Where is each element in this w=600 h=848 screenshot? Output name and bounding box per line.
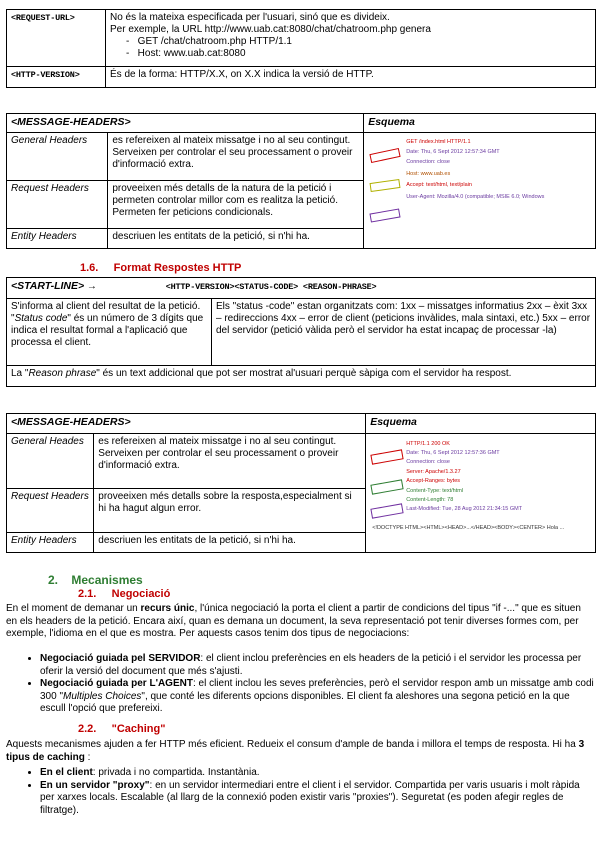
schema-title: Esquema (366, 414, 596, 434)
entity-headers-desc: descriuen les entitats de la petició, si n'hi ha. (94, 533, 366, 553)
request-headers-desc: proveeixen més detalls sobre la resposta,especialment si hi ha hagut algun error. (94, 488, 366, 532)
section-2-2-heading: 2.2. "Caching" (78, 723, 166, 735)
schema-line: Connection: close (406, 459, 450, 465)
schema-bracket-3 (371, 503, 404, 518)
schema-bracket-3 (370, 208, 401, 222)
request-headers-desc: proveeixen més detalls de la natura de la petició i permeten controlar millor com es realitza la petició. Permeten fer peticions condicionals. (108, 180, 364, 228)
schema-line: Date: Thu, 6 Sept 2012 12:57:34 GMT (406, 149, 500, 155)
caching-paragraph: Aquests mecanismes ajuden a fer HTTP més eficient. Redueix el consum d'ample de banda i millora el temps de resposta. Hi ha 3 tipus de caching : (6, 739, 585, 763)
schema-title: Esquema (364, 114, 596, 133)
entity-headers-label: Entity Headers (7, 533, 94, 553)
http-version-label: <HTTP-VERSION> (7, 67, 106, 88)
message-headers-title: <MESSAGE-HEADERS> (7, 414, 366, 434)
entity-headers-label: Entity Headers (7, 228, 108, 249)
schema-line: HTTP/1.1 200 OK (406, 441, 450, 447)
request-headers-label: Request Headers (7, 180, 108, 228)
message-headers-title: <MESSAGE-HEADERS> (7, 114, 364, 133)
start-line-header: <START-LINE> → <HTTP-VERSION><STATUS-CODE> <REASON-PHRASE> (7, 278, 596, 299)
request-url-item-1: - GET /chat/chatroom.php HTTP/1.1 (126, 36, 292, 47)
start-line-table (6, 277, 596, 387)
list-item: • En el client: privada i no compartida. Instantània. (40, 767, 594, 780)
schema-line: <!DOCTYPE HTML><HTML><HEAD>...</HEAD><BODY><CENTER> Hola ... (372, 525, 565, 531)
schema-bracket-1 (371, 449, 404, 464)
section-2-heading: 2. Mecanismes (48, 573, 143, 587)
message-headers-table-1 (6, 113, 596, 249)
http-version-text: És de la forma: HTTP/X.X, on X.X indica la versió de HTTP. (106, 67, 596, 88)
negociacio-paragraph: En el moment de demanar un recurs únic, l'única negociació la porta el client a partir de condicions del tipus "if -..." que es situen en els headers de la petició. Encara així, quan es demana un document, la seva representació pot tenir diverses formes com, per exemple, l'idioma en el que es mostra. Per aquests casos tenim dos tipus de negociacions: (6, 603, 581, 639)
request-headers-label: Request Headers (7, 488, 94, 532)
schema-line: Last-Modified: Tue, 28 Aug 2012 21:34:15 GMT (406, 506, 523, 512)
request-url-item-2: - Host: www.uab.cat:8080 (126, 48, 246, 59)
schema-request (364, 133, 596, 249)
schema-response (366, 434, 596, 553)
schema-bracket-2 (370, 179, 401, 192)
schema-bracket-1 (370, 148, 401, 163)
section-1-6-heading: 1.6. Format Respostes HTTP (80, 262, 242, 274)
schema-line: Content-Length: 78 (406, 497, 454, 503)
request-url-label: <REQUEST-URL> (7, 10, 106, 67)
schema-line: Accept-Ranges: bytes (406, 478, 461, 484)
schema-line: Accept: text/html, text/plain (406, 182, 472, 188)
caching-list (6, 767, 594, 817)
section-2-1-heading: 2.1. Negociació (78, 588, 171, 600)
schema-line: Content-Type: text/html (406, 488, 464, 494)
list-item: • Negociació guiada pel SERVIDOR: el client inclou preferències en els headers de la petició i el servidor les processa per oferir la versió del document que més s'ajusti. (40, 653, 594, 678)
request-url-text2: Per exemple, la URL http://www.uab.cat:8080/chat/chatroom.php genera (110, 24, 431, 35)
list-item: • Negociació guiada per L'AGENT: el client inclou les seves preferències, però el servidor respon amb un missatge amb codi 300 "Multiples Choices", que conté les diferents opcions disponibles. El client fa aleshores una segona petició en la que escull l'opció que prefereixi. (40, 678, 594, 716)
general-headers-label: General Headers (7, 133, 108, 181)
start-line-format: <HTTP-VERSION><STATUS-CODE> <REASON-PHRASE> (165, 282, 377, 292)
schema-line: User-Agent: Mozilla/4.0 (compatible; MSIE 6.0; Windows (406, 194, 545, 200)
schema-bracket-2 (371, 479, 404, 494)
request-url-text1: No és la mateixa especificada per l'usuari, sinó que es divideix. (110, 12, 390, 23)
schema-line: Date: Thu, 6 Sept 2012 12:57:36 GMT (406, 450, 500, 456)
general-headers-label: General Heades (7, 434, 94, 489)
request-table (6, 9, 596, 88)
schema-line: Host: www.uab.es (406, 171, 451, 177)
entity-headers-desc: descriuen les entitats de la petició, si n'hi ha. (108, 228, 364, 249)
message-headers-table-2 (6, 413, 596, 553)
start-line-left: S'informa al client del resultat de la petició. "Status code" és un número de 3 dígits que indica el resultat formal a l'aplicació que processa el client. (7, 299, 212, 366)
request-url-cell (106, 10, 596, 67)
general-headers-desc: es refereixen al mateix missatge i no al seu contingut. Serveixen per controlar el seu processament o proveir d'informació extra. (108, 133, 364, 181)
start-line-right: Els "status -code" estan organitzats com: 1xx – missatges informatius 2xx – èxit 3xx – redireccions 4xx – error de client (peticions invàlides, mala sintaxi, etc.) 5xx – error del servidor (petició vàlida però el servidor ha estat incapaç de processar -la) (212, 299, 596, 366)
list-item: • En un servidor "proxy": en un servidor intermediari entre el client i el servidor. Compartida per varis usuaris i molt ràpida per xarxes locals. Escalable (al llarg de la connexió poden existir varis "proxies"). Seguretat (es poden afegir regles de filtratge). (40, 780, 594, 818)
general-headers-desc: es refereixen al mateix missatge i no al seu contingut. Serveixen per controlar el seu processament o proveir d'informació extra. (94, 434, 366, 489)
schema-line: GET /index.html HTTP/1.1 (406, 139, 471, 145)
schema-line: Server: Apache/1.3.27 (406, 469, 461, 475)
start-line-bottom: La "Reason phrase" és un text addicional que pot ser mostrat al'usuari perquè sàpiga com el servidor ha respost. (7, 366, 596, 387)
schema-line: Connection: close (406, 159, 450, 165)
negociacio-list (6, 653, 594, 716)
